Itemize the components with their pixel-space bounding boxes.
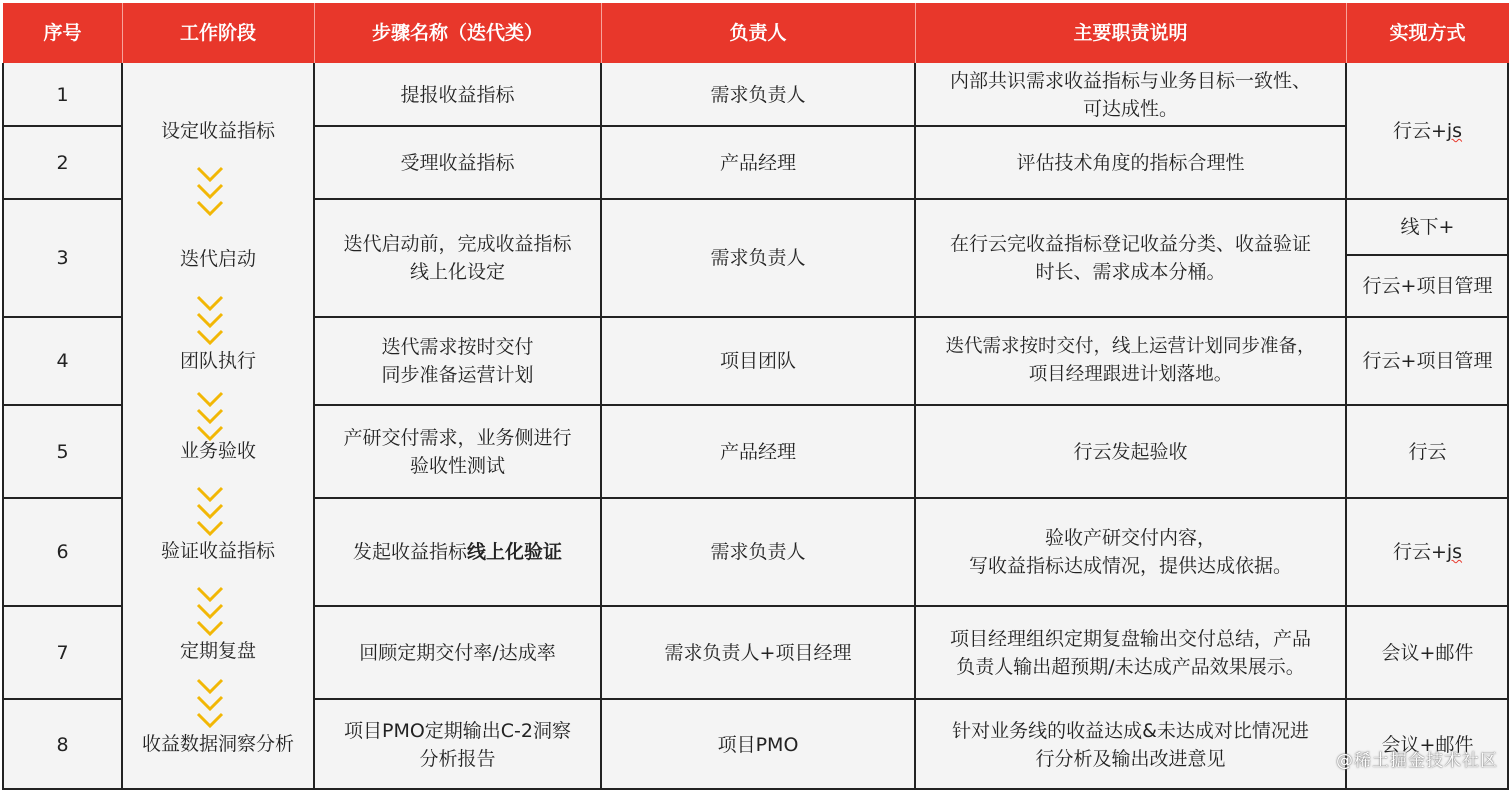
header-seq: 序号 bbox=[3, 3, 122, 63]
step-line: 同步准备运营计划 bbox=[381, 364, 534, 386]
grid-line bbox=[1507, 63, 1509, 790]
header-divider bbox=[314, 3, 315, 63]
step-cell: 回顾定期交付率/达成率 bbox=[359, 641, 556, 664]
owner-cell: 需求负责人+项目经理 bbox=[664, 641, 852, 664]
seq-cell: 2 bbox=[56, 151, 69, 174]
duty-line: 可达成性。 bbox=[1082, 97, 1178, 120]
chevron-down-icon bbox=[196, 166, 224, 220]
method-cell bbox=[1346, 498, 1509, 606]
owner-cell: 产品经理 bbox=[719, 151, 796, 174]
header-method: 实现方式 bbox=[1346, 3, 1509, 63]
method-cell: 行云+项目管理 bbox=[1362, 350, 1493, 372]
step-text: 发起收益指标 bbox=[352, 541, 467, 563]
seq-cell: 8 bbox=[56, 733, 69, 756]
step-cell bbox=[314, 317, 601, 405]
grid-line bbox=[2, 63, 4, 790]
seq-cell: 4 bbox=[56, 350, 69, 372]
method-cell bbox=[1346, 63, 1509, 199]
step-cell bbox=[314, 699, 601, 790]
grid-line bbox=[314, 125, 1346, 127]
duty-line: 验收产研交付内容， bbox=[1044, 527, 1216, 549]
duty-cell bbox=[915, 498, 1346, 606]
method-cell: 行云 bbox=[1408, 440, 1447, 463]
header-divider bbox=[601, 3, 602, 63]
method-text: 行云+ bbox=[1392, 541, 1447, 563]
chevron-down-icon bbox=[196, 678, 224, 732]
owner-cell: 需求负责人 bbox=[710, 247, 806, 269]
chevron-down-icon bbox=[196, 586, 224, 640]
grid-line bbox=[1346, 254, 1509, 256]
grid-line bbox=[3, 404, 122, 406]
process-table bbox=[3, 3, 1509, 790]
method-text: 行云+ bbox=[1392, 120, 1447, 142]
grid-line bbox=[314, 198, 1509, 200]
header-step: 步骤名称（迭代类） bbox=[314, 3, 601, 63]
step-line: 线上化设定 bbox=[409, 261, 505, 283]
header-divider bbox=[1346, 3, 1347, 63]
duty-cell bbox=[915, 699, 1346, 790]
grid-line bbox=[314, 404, 1509, 406]
duty-line: 时长、需求成本分桶。 bbox=[1035, 261, 1226, 283]
stage-label: 团队执行 bbox=[179, 350, 256, 372]
seq-cell: 7 bbox=[56, 641, 69, 664]
grid-line bbox=[121, 63, 123, 790]
grid-line bbox=[3, 605, 122, 607]
duty-line: 行分析及输出改进意见 bbox=[1035, 747, 1226, 770]
duty-cell: 评估技术角度的指标合理性 bbox=[1016, 151, 1245, 174]
method-cell: 会议+邮件 bbox=[1381, 641, 1474, 664]
step-line: 验收性测试 bbox=[409, 454, 505, 477]
method-text-js: js bbox=[1446, 120, 1463, 142]
duty-line: 迭代需求按时交付，线上运营计划同步准备， bbox=[945, 336, 1316, 357]
seq-cell: 6 bbox=[56, 541, 69, 563]
duty-line: 内部共识需求收益指标与业务目标一致性、 bbox=[949, 69, 1311, 92]
grid-line bbox=[313, 63, 315, 790]
duty-line: 项目经理跟进计划落地。 bbox=[1028, 364, 1233, 385]
step-line: 产研交付需求，业务侧进行 bbox=[343, 426, 572, 449]
step-cell: 提报收益指标 bbox=[400, 83, 515, 106]
seq-cell: 1 bbox=[56, 83, 69, 106]
grid-line bbox=[314, 605, 1509, 607]
duty-cell bbox=[915, 199, 1346, 317]
grid-line bbox=[314, 698, 1509, 700]
stage-label: 收益数据洞察分析 bbox=[141, 733, 294, 755]
seq-cell: 3 bbox=[56, 247, 69, 269]
duty-cell bbox=[915, 606, 1346, 699]
owner-cell: 项目PMO bbox=[717, 733, 799, 756]
chevron-down-icon bbox=[196, 295, 224, 349]
header-divider bbox=[915, 3, 916, 63]
method-text-js: js bbox=[1446, 541, 1463, 563]
owner-cell: 需求负责人 bbox=[710, 83, 806, 106]
grid-line bbox=[3, 698, 122, 700]
duty-cell bbox=[915, 63, 1346, 126]
method-cell: 行云+项目管理 bbox=[1362, 275, 1493, 297]
grid-line bbox=[314, 316, 1509, 318]
step-line: 分析报告 bbox=[419, 747, 496, 770]
header-duty: 主要职责说明 bbox=[915, 3, 1346, 63]
owner-cell: 项目团队 bbox=[719, 350, 796, 372]
grid-line bbox=[3, 198, 122, 200]
grid-line bbox=[2, 788, 1509, 790]
duty-line: 在行云完收益指标登记收益分类、收益验证 bbox=[949, 233, 1311, 255]
method-cell: 会议+邮件 bbox=[1381, 733, 1474, 756]
watermark: @稀土掘金技术社区 bbox=[1336, 751, 1498, 771]
duty-cell: 行云发起验收 bbox=[1073, 440, 1188, 463]
grid-line bbox=[914, 63, 916, 790]
stage-label: 定期复盘 bbox=[179, 640, 256, 662]
stage-label: 验证收益指标 bbox=[160, 540, 275, 562]
grid-line bbox=[600, 63, 602, 790]
owner-cell: 产品经理 bbox=[719, 440, 796, 463]
header-stage: 工作阶段 bbox=[122, 3, 314, 63]
duty-line: 写收益指标达成情况，提供达成依据。 bbox=[968, 555, 1292, 577]
duty-line: 负责人输出超预期/未达成产品效果展示。 bbox=[956, 655, 1305, 678]
step-text-bold: 线上化验证 bbox=[467, 541, 563, 563]
stage-label: 迭代启动 bbox=[179, 248, 256, 270]
step-line: 迭代启动前，完成收益指标 bbox=[343, 233, 572, 255]
duty-line: 针对业务线的收益达成&未达成对比情况进 bbox=[952, 719, 1309, 742]
chevron-down-icon bbox=[196, 391, 224, 445]
method-cell: 线下+ bbox=[1400, 216, 1455, 238]
stage-label: 业务验收 bbox=[179, 440, 256, 462]
step-cell bbox=[314, 199, 601, 317]
stage-label: 设定收益指标 bbox=[160, 120, 275, 142]
step-cell: 受理收益指标 bbox=[400, 151, 515, 174]
grid-line bbox=[3, 125, 122, 127]
step-cell bbox=[314, 498, 601, 606]
chevron-down-icon bbox=[196, 486, 224, 540]
grid-line bbox=[1345, 63, 1347, 790]
owner-cell: 需求负责人 bbox=[710, 541, 806, 563]
step-line: 项目PMO定期输出C-2洞察 bbox=[343, 719, 572, 742]
step-cell bbox=[314, 405, 601, 498]
header-divider bbox=[122, 3, 123, 63]
duty-line: 项目经理组织定期复盘输出交付总结，产品 bbox=[949, 627, 1311, 650]
grid-line bbox=[3, 316, 122, 318]
grid-line bbox=[3, 497, 122, 499]
seq-cell: 5 bbox=[56, 440, 69, 463]
header-owner: 负责人 bbox=[601, 3, 915, 63]
step-line: 迭代需求按时交付 bbox=[381, 336, 534, 358]
duty-cell bbox=[915, 317, 1346, 405]
grid-line bbox=[314, 497, 1509, 499]
